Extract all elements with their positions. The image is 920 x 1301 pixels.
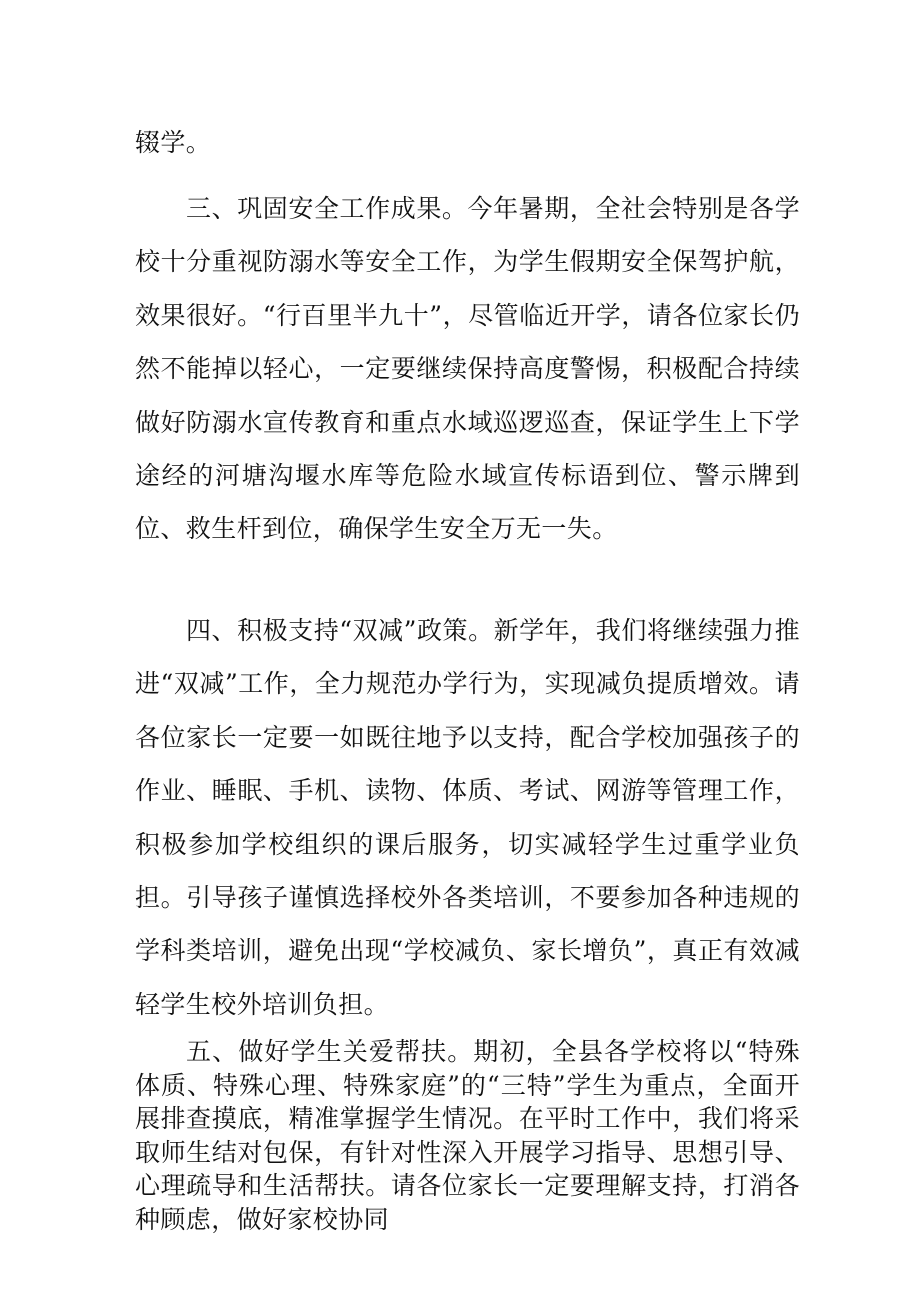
paragraph-continuation: 辍学。	[135, 128, 212, 157]
paragraph-section-4: 四、积极支持“双减”政策。新学年，我们将继续强力推进“双减”工作，全力规范办学行为，实现减负提质增效。请各位家长一定要一如既往地予以支持，配合学校加强孩子的作业、睡眠、手机、读物、体质、考试、网游等管理工作，积极参加学校组织的课后服务，切实减轻学生过重学业负担。引导孩子谨慎选择校外各类培训，不要参加各种违规的学科类培训，避免出现“学校减负、家长增负”，真正有效减轻学生校外培训负担。	[135, 616, 800, 1019]
paragraph-section-5: 五、做好学生关爱帮扶。期初，全县各学校将以“特殊体质、特殊心理、特殊家庭”的“三特”学生为重点，全面开展排查摸底，精准掌握学生情况。在平时工作中，我们将采取师生结对包保，有针对性深入开展学习指导、思想引导、心理疏导和生活帮扶。请各位家长一定要理解支持，打消各种顾虑，做好家校协同	[135, 1037, 800, 1234]
paragraph-section-3: 三、巩固安全工作成果。今年暑期，全社会特别是各学校十分重视防溺水等安全工作，为学生假期安全保驾护航，效果很好。“行百里半九十”，尽管临近开学，请各位家长仍然不能掉以轻心，一定要继续保持高度警惕，积极配合持续做好防溺水宣传教育和重点水域巡逻巡查，保证学生上下学途经的河塘沟堰水库等危险水域宣传标语到位、警示牌到位、救生杆到位，确保学生安全万无一失。	[135, 194, 800, 544]
